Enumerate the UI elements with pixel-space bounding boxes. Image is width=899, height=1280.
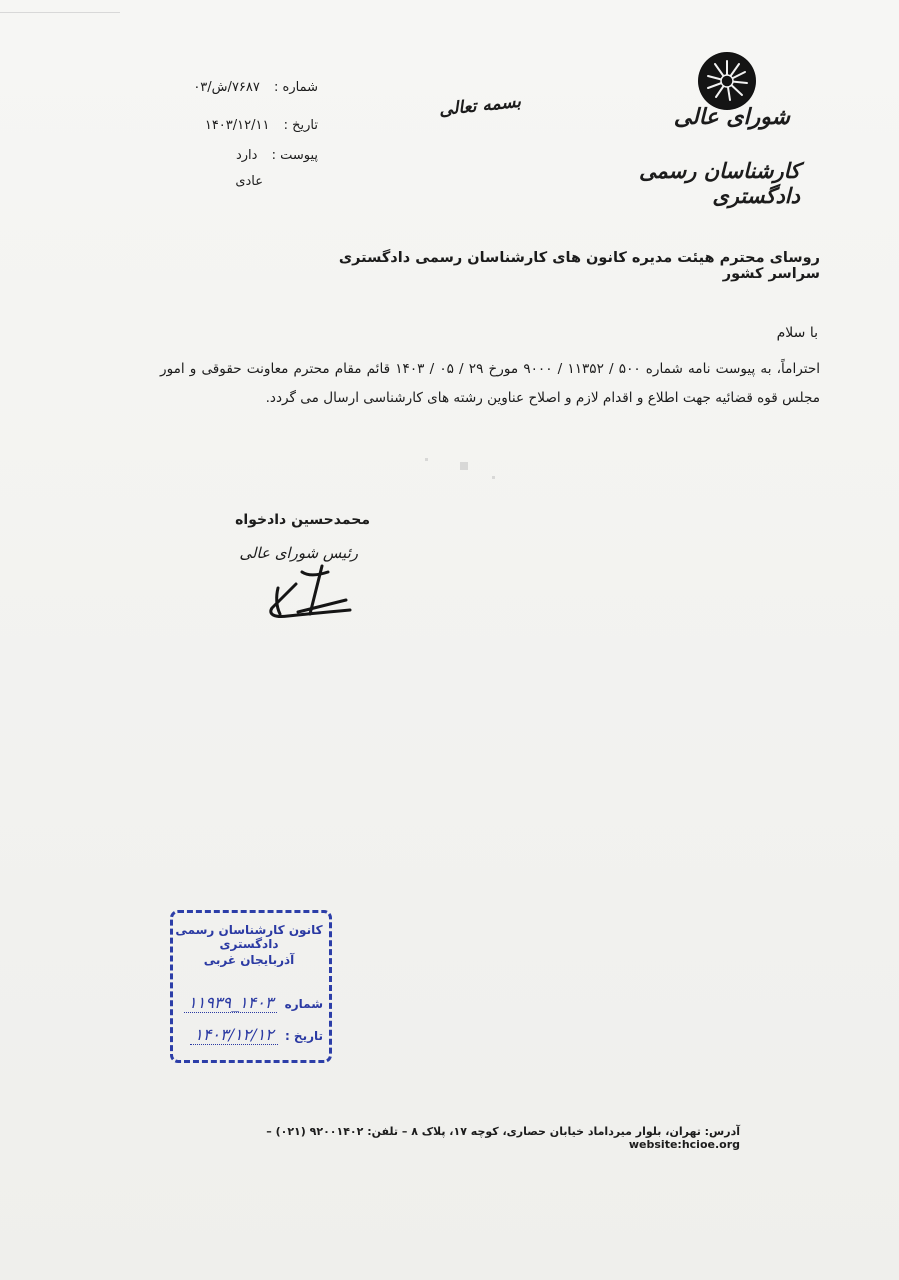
org-name-line-2: کارشناسان رسمی دادگستری: [639, 158, 800, 208]
letter-date-value: ۱۴۰۳/۱۲/۱۱: [204, 118, 270, 133]
letter-number: [168, 80, 318, 95]
letter-body: احتراماً، به پیوست نامه شماره ۵۰۰ / ۱۱۳۵۲ / ۹۰۰۰ مورخ ۲۹ / ۰۵ / ۱۴۰۳ قائم مقام محترم معاونت حقوقی و امور مجلس قوه قضائیه جهت اطلاع و اقدام لازم و اصلاح عناوین رشته های کارشناسی ارسال می گردد.: [160, 361, 821, 406]
stamp-date-value: ۱۴۰۳/۱۲/۱۲: [190, 1025, 278, 1045]
letter-number-value: ۷۶۸۷/ش/۰۳: [193, 80, 260, 95]
scan-speck: [460, 462, 468, 470]
letter-date: [168, 118, 318, 133]
scan-edge-line: [0, 12, 120, 13]
received-stamp: [170, 910, 332, 1063]
stamp-date-label: تاریخ :: [284, 1029, 323, 1043]
letter-attachment: [168, 148, 318, 163]
stamp-date-row: [179, 1025, 323, 1044]
stamp-org-line-2: آذربایجان غربی: [203, 953, 295, 967]
org-name-line-1: شورای عالی: [673, 104, 790, 130]
signer-title: رئیس شورای عالی: [239, 544, 358, 562]
stamp-number-row: [179, 993, 323, 1012]
priority-value: عادی: [235, 174, 263, 189]
stamp-org-line-1: کانون کارشناسان رسمی دادگستری: [175, 923, 323, 951]
scan-speck: [425, 458, 428, 461]
signer-name: محمدحسین دادخواه: [235, 512, 370, 528]
attachment-value: دارد: [235, 148, 258, 163]
letter-number-label: شماره :: [274, 80, 318, 95]
footer-address: آدرس: تهران، بلوار میرداماد خیابان حصاری، کوچه ۱۷، پلاک ۸ – تلفن: ۹۲۰۰۱۴۰۲ (۰۲۱) – website:hcioe.org: [266, 1125, 740, 1151]
addressee: روسای محترم هیئت مدیره کانون های کارشناسان رسمی دادگستری سراسر کشور: [338, 250, 820, 282]
scan-speck: [492, 476, 495, 479]
attachment-label: پیوست :: [271, 148, 318, 163]
council-logo-icon: [698, 52, 756, 110]
letter-date-label: تاریخ :: [283, 118, 318, 133]
basmala-heading: بسمه تعالی: [438, 91, 522, 121]
greeting: با سلام: [776, 325, 818, 341]
stamp-number-value: ۱۴۰۳_۱۱۹۳۹: [184, 993, 277, 1013]
stamp-number-label: شماره: [284, 997, 323, 1011]
handwritten-signature: [258, 562, 358, 631]
